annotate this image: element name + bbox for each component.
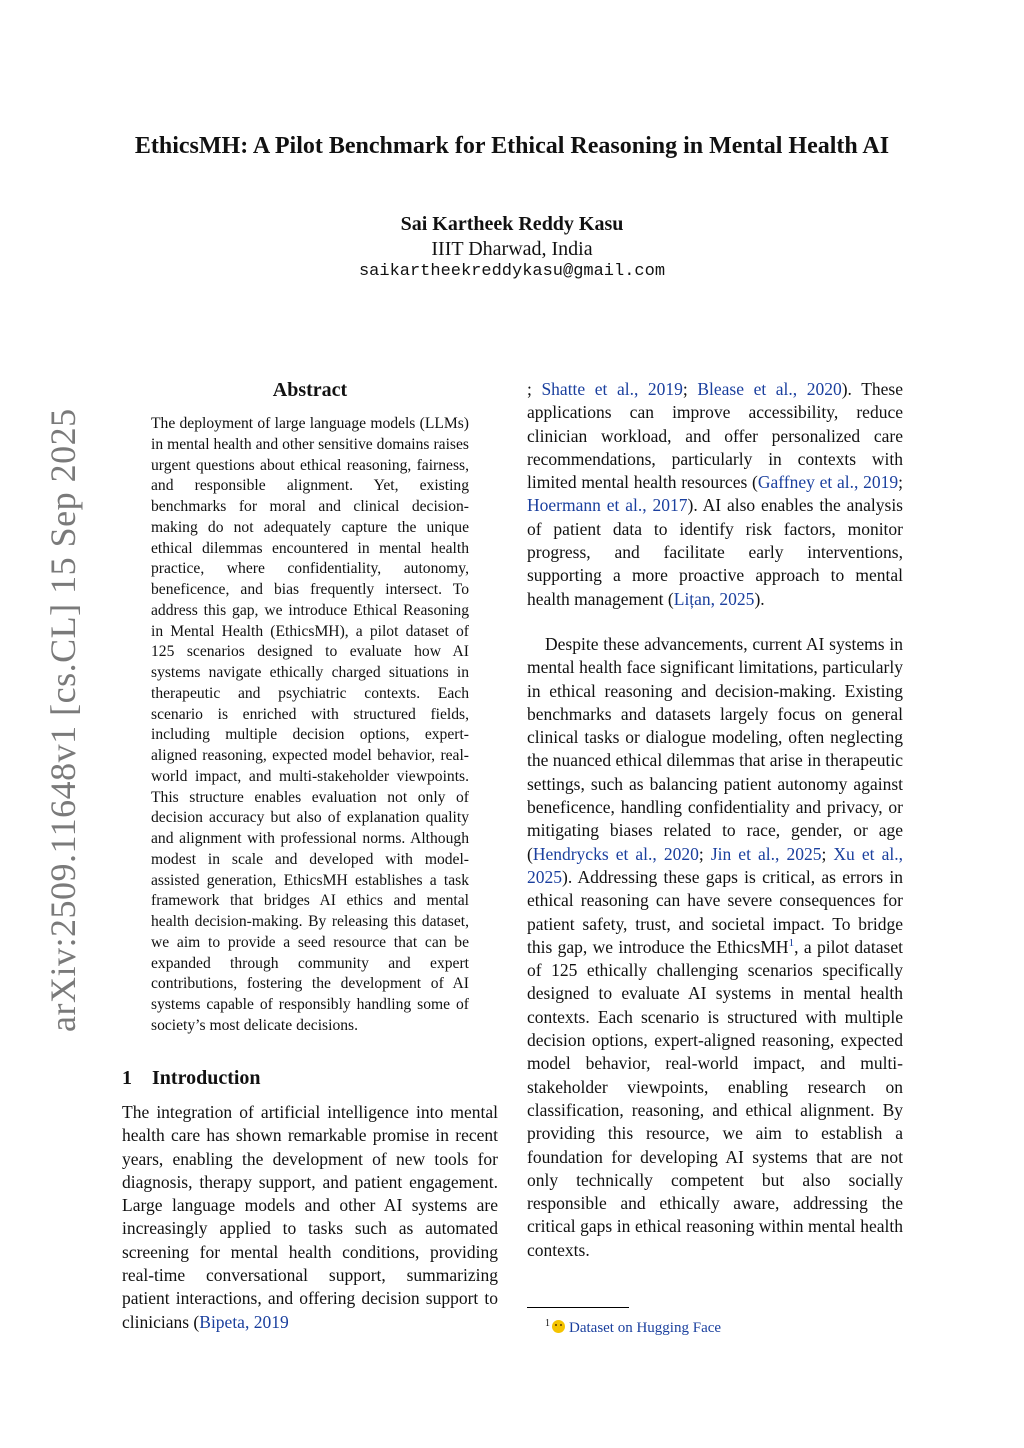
citation-hendrycks[interactable]: Hendrycks et al., 2020	[532, 843, 699, 864]
section-number: 1	[122, 1067, 132, 1089]
hugging-face-icon	[552, 1320, 565, 1333]
citation-litan[interactable]: Lițan, 2025	[673, 588, 755, 609]
citation-bipeta-text: Bipeta, 2019	[199, 1311, 289, 1332]
author-email: saikartheekreddykasu@gmail.com	[358, 262, 666, 281]
citation-hoermann[interactable]: Hoermann et al., 2017	[527, 495, 688, 516]
citation-shatte[interactable]: Shatte et al., 2019	[541, 379, 683, 399]
dataset-link[interactable]: Dataset on Hugging Face	[569, 1320, 722, 1336]
citation-xu[interactable]: Xu et al., 2025	[527, 843, 903, 887]
author-affiliation: IIIT Dharwad, India	[431, 238, 593, 260]
intro-paragraph-1-start: The integration of artificial intelligence into mental health care has shown remarkable promise in recent years, enabling the development of new tools for diagnosis, therapy support, and patient engagement. Large language models and other AI systems are increasingly applied to tasks such as automated screening for mental health conditions, providing real-time conversational support, summarizing patient interactions, and offering decision support to clinicians (Bipeta, 2019	[122, 1102, 498, 1332]
citation-blease[interactable]: Blease et al., 2020	[697, 379, 842, 399]
abstract-text: The deployment of large language models (LLMs) in mental health and other sensitive domains raises urgent questions about ethical reasoning, fairness, and responsible alignment. Yet, existing benchmarks for moral and clinical decision-making do not adequately capture the unique ethical dilemmas encountered in mental health practice, where confidentiality, autonomy, beneficence, and bias frequently intersect. To address this gap, we introduce Ethical Reasoning in Mental Health (EthicsMH), a pilot dataset of 125 scenarios designed to evaluate how AI systems navigate ethically charged situations in therapeutic and psychiatric contexts. Each scenario is enriched with structured fields, including multiple decision options, expert-aligned reasoning, expected model behavior, real-world impact, and multi-stakeholder viewpoints. This structure enables evaluation not only of decision accuracy but also of explanation quality and alignment with professional norms. Although modest in scale and developed with model-assisted generation, EthicsMH establishes a task framework that bridges AI ethics and mental health decision-making. By releasing this dataset, we aim to provide a seed resource that can be expanded through community and expert contributions, fostering the development of AI systems capable of responsibly handling some of society’s most delicate decisions.	[151, 415, 469, 1034]
author-name: Sai Kartheek Reddy Kasu	[400, 213, 624, 235]
section-heading-introduction	[122, 1065, 502, 1091]
intro-paragraph-2: Despite these advancements, current AI systems in mental health face significant limitations, particularly in ethical reasoning and decision-making. Existing benchmarks and datasets largely focus on general clinical tasks or dialogue modeling, often neglecting the nuanced ethical dilemmas that arise in therapeutic settings, such as balancing patient autonomy against beneficence, handling confidentiality and privacy, or mitigating biases related to race, gender, or age (Hendrycks et al., 2020; Jin et al., 2025; Xu et al., 2025). Addressing these gaps is critical, as errors in ethical reasoning can have severe consequences for patient safety, trust, and societal impact. To bridge this gap, we introduce the EthicsMH$^1$, a pilot dataset of 125 ethically challenging scenarios specifically designed to evaluate AI systems in mental health contexts. Each scenario is structured with multiple decision options, expert-aligned reasoning, expected model behavior, real-world impact, and multi-stakeholder viewpoints, enabling research on classification, reasoning, and ethical alignment. By providing this resource, we aim to establish a foundation for developing AI systems that are not only technically competent but also socially responsible and ethically aware, addressing the critical gaps in ethical reasoning within mental health contexts.	[527, 633, 903, 1260]
footnote-marker[interactable]: 1	[788, 937, 795, 949]
citation-jin[interactable]: Jin et al., 2025	[710, 843, 822, 864]
arxiv-identifier: arXiv:2509.11648v1 [cs.CL] 15 Sep 2025	[43, 408, 83, 1032]
abstract-heading: Abstract	[272, 379, 348, 401]
footnote-divider	[527, 1307, 629, 1308]
section-title: Introduction	[152, 1067, 261, 1089]
citation-bipeta[interactable]	[199, 1312, 288, 1332]
footnote-number: 1	[545, 1318, 550, 1329]
abstract-body	[151, 414, 469, 1037]
right-column	[527, 378, 903, 1262]
intro-paragraph-1-left	[122, 1101, 498, 1334]
footnote	[545, 1313, 721, 1339]
intro-paragraph-1-continued: ; Shatte et al., 2019; Blease et al., 2020). These applications can improve accessibility, reduce clinician workload, and offer personalized care recommendations, particularly in contexts with limited mental health resources (Gaffney et al., 2019; Hoermann et al., 2017). AI also enables the analysis of patient data to identify risk factors, monitor progress, and facilitate early interventions, supporting a more proactive approach to mental health management (Lițan, 2025).	[527, 379, 903, 609]
paper-title: EthicsMH: A Pilot Benchmark for Ethical Reasoning in Mental Health AI	[134, 133, 890, 159]
citation-gaffney[interactable]: Gaffney et al., 2019	[757, 472, 899, 493]
